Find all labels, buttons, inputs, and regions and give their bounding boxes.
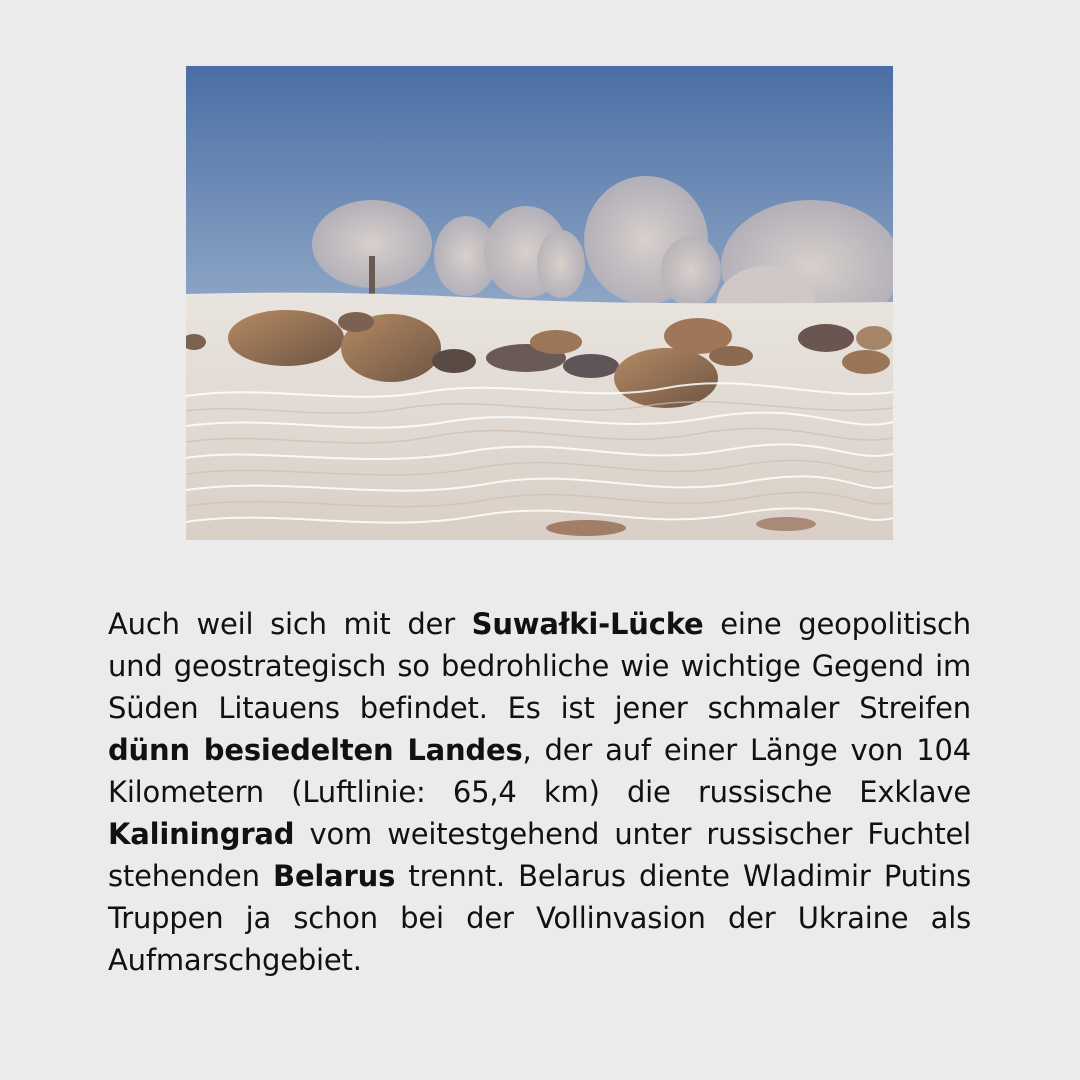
bold-term-kaliningrad: Kaliningrad [108,817,295,851]
bold-term-landes: dünn besiedelten Landes [108,733,523,767]
landscape-photo [186,66,893,540]
text-segment: trennt. Belarus diente Wladimir Putins Truppen ja schon bei der Vollinvasion der Ukraine als Aufmarschgebiet. [108,859,971,977]
frost-landscape-icon [186,66,893,540]
bold-term-belarus: Belarus [273,859,396,893]
text-segment: , der auf einer Länge von 104 Kilometern (Luftlinie: 65,4 km) die russische Exklave [108,733,972,809]
body-paragraph [108,603,971,981]
bold-term-suwalki: Suwałki-Lücke [471,607,704,641]
text-segment: eine geopolitisch und geostrategisch so bedrohliche wie wichtige Gegend im Süden Litauens befindet. Es ist jener schmaler Streifen [108,607,971,725]
text-segment: vom weitestgehend unter russischer Fuchtel stehenden [108,817,971,893]
text-segment: Auch weil sich mit der [108,607,472,641]
